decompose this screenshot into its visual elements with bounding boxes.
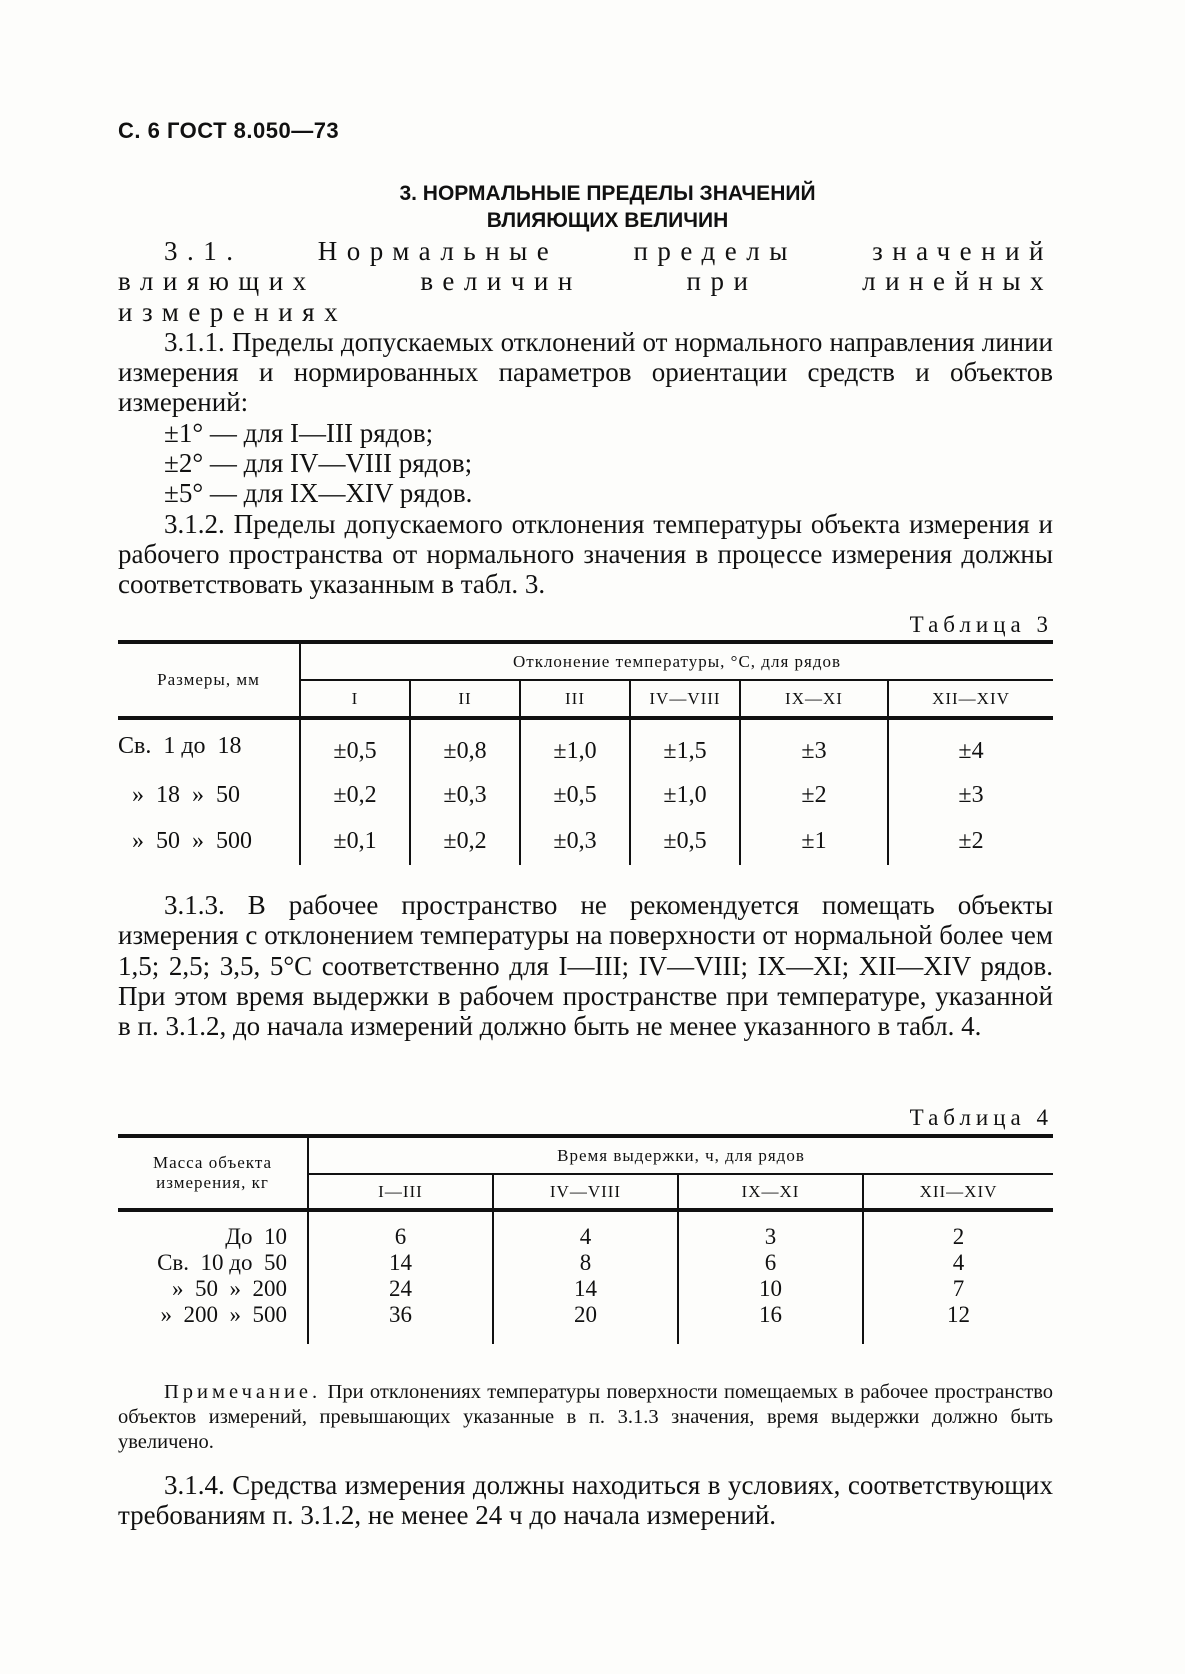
table3-col-header: III [520, 680, 630, 718]
table3-cell: ±0,1 [300, 817, 410, 865]
table4-col-header: XII—XIV [863, 1174, 1053, 1210]
tolerance-line-3: ±5° — для IX—XIV рядов. [164, 478, 473, 509]
body-block-middle [118, 890, 1053, 1041]
table-row [118, 773, 1053, 817]
table3-cell: ±0,5 [300, 718, 410, 773]
table3-col-header: II [410, 680, 520, 718]
table4-cell: 12 [947, 1302, 970, 1327]
table3-row-header: Размеры, мм [118, 642, 300, 718]
table4-cell: 10 [678, 1276, 863, 1302]
table4-cell: 4 [952, 1250, 965, 1275]
table4-cell: 7 [952, 1276, 965, 1301]
table3-cell: ±4 [958, 738, 984, 764]
table4-cell: 2 [952, 1224, 965, 1249]
table3-cell: ±1,0 [630, 773, 740, 817]
table4-cell: 8 [493, 1250, 678, 1276]
table4-cell: 3 [678, 1210, 863, 1250]
table3-row-label: Св. 1 до 18 [118, 718, 300, 773]
table3-col-header: IV—VIII [630, 680, 740, 718]
table3-col-header: XII—XIV [888, 680, 1053, 718]
table3-cell: ±0,5 [520, 773, 630, 817]
table3-cell: ±0,2 [410, 817, 520, 865]
table4-row-label: » 50 » 200 [118, 1276, 308, 1302]
table4-cell: 16 [678, 1302, 863, 1344]
paragraph-3-1-4: 3.1.4. Средства измерения должны находиться в условиях, соответствующих требованиям п. 3.1.2, не менее 24 ч до начала измерений. [118, 1470, 1053, 1531]
table-row [118, 1210, 1053, 1250]
table4-caption: Таблица 4 [909, 1105, 1053, 1130]
body-block-bottom [118, 1470, 1053, 1531]
table4-cell: 14 [308, 1250, 493, 1276]
section-title-line-1: 3. НОРМАЛЬНЫЕ ПРЕДЕЛЫ ЗНАЧЕНИЙ [399, 182, 816, 205]
table3-cell: ±0,8 [410, 718, 520, 773]
table4-cell: 4 [493, 1210, 678, 1250]
section-title [0, 180, 1185, 234]
table3-cell: ±0,3 [410, 773, 520, 817]
table3-caption: Таблица 3 [909, 612, 1053, 637]
table-3 [118, 640, 1053, 865]
table4-cell: 14 [493, 1276, 678, 1302]
table3-col-header: IX—XI [740, 680, 888, 718]
note-text: При отклонениях температуры поверхности помещаемых в рабочее пространство объектов измерений, превышающих указанные в п. 3.1.3 значения, время выдержки должно быть увеличено. [118, 1381, 1054, 1453]
table-row [118, 817, 1053, 865]
table-4 [118, 1134, 1053, 1344]
table4-col-header: IX—XI [678, 1174, 863, 1210]
table4-cell: 24 [308, 1276, 493, 1302]
table3-cell: ±1,5 [630, 718, 740, 773]
table3-cell: ±1,0 [520, 718, 630, 773]
table3-cell: ±0,2 [300, 773, 410, 817]
table3-group-header: Отклонение температуры, °С, для рядов [300, 642, 1053, 680]
table-row [118, 1250, 1053, 1276]
table3-cell: ±1 [740, 817, 888, 865]
tolerance-line-2: ±2° — для IV—VIII рядов; [164, 448, 473, 479]
table3-col-header: I [300, 680, 410, 718]
table4-row-header: Масса объекта измерения, кг [118, 1136, 308, 1210]
table3-row-label: » 50 » 500 [118, 817, 300, 865]
table-row [118, 718, 1053, 773]
table3-cell: ±2 [740, 773, 888, 817]
section-title-line-2: ВЛИЯЮЩИХ ВЕЛИЧИН [486, 209, 729, 232]
paragraph-3-1-1: 3.1.1. Пределы допускаемых отклонений от нормального направления линии измерения и нормированных параметров ориентации средств и объектов измерений: [118, 326, 1053, 418]
paragraph-3-1: 3.1. Нормальные пределы значений влияющих величин при линейных измерениях [118, 236, 1053, 327]
page-header: С. 6 ГОСТ 8.050—73 [118, 118, 340, 143]
note-label: Примечание. [164, 1381, 322, 1403]
table4-col-header: IV—VIII [493, 1174, 678, 1210]
table4-row-label: » 200 » 500 [118, 1302, 308, 1344]
table4-cell: 20 [493, 1302, 678, 1344]
table4-row-label: До 10 [118, 1210, 308, 1250]
table3-row-label: » 18 » 50 [118, 773, 300, 817]
table4-col-header: I—III [308, 1174, 493, 1210]
body-block-top [118, 236, 1053, 600]
table4-cell: 6 [678, 1250, 863, 1276]
tolerance-line-1: ±1° — для I—III рядов; [164, 417, 434, 448]
table4-row-label: Св. 10 до 50 [118, 1250, 308, 1276]
table3-cell: ±0,5 [630, 817, 740, 865]
table3-cell: ±3 [958, 781, 984, 808]
table3-cell: ±0,3 [520, 817, 630, 865]
table4-cell: 6 [308, 1210, 493, 1250]
paragraph-3-1-3: 3.1.3. В рабочее пространство не рекомендуется помещать объекты измерения с отклонением температуры на поверхности от нормальной более чем 1,5; 2,5; 3,5, 5°С соответственно для I—III; IV—VIII; IX—XI; XII—XIV рядов. При этом время выдержки в рабочем пространстве при температуре, указанной в п. 3.1.2, до начала измерений должно быть не менее указанного в табл. 4. [118, 890, 1053, 1042]
paragraph-3-1-2: 3.1.2. Пределы допускаемого отклонения температуры объекта измерения и рабочего пространства от нормального значения в процессе измерения должны соответствовать указанным в табл. 3. [118, 508, 1053, 600]
note [118, 1380, 1053, 1455]
table-row [118, 1302, 1053, 1344]
table3-cell: ±2 [958, 827, 984, 854]
table-row [118, 1276, 1053, 1302]
table4-group-header: Время выдержки, ч, для рядов [308, 1136, 1053, 1174]
table3-cell: ±3 [740, 718, 888, 773]
table4-cell: 36 [308, 1302, 493, 1344]
